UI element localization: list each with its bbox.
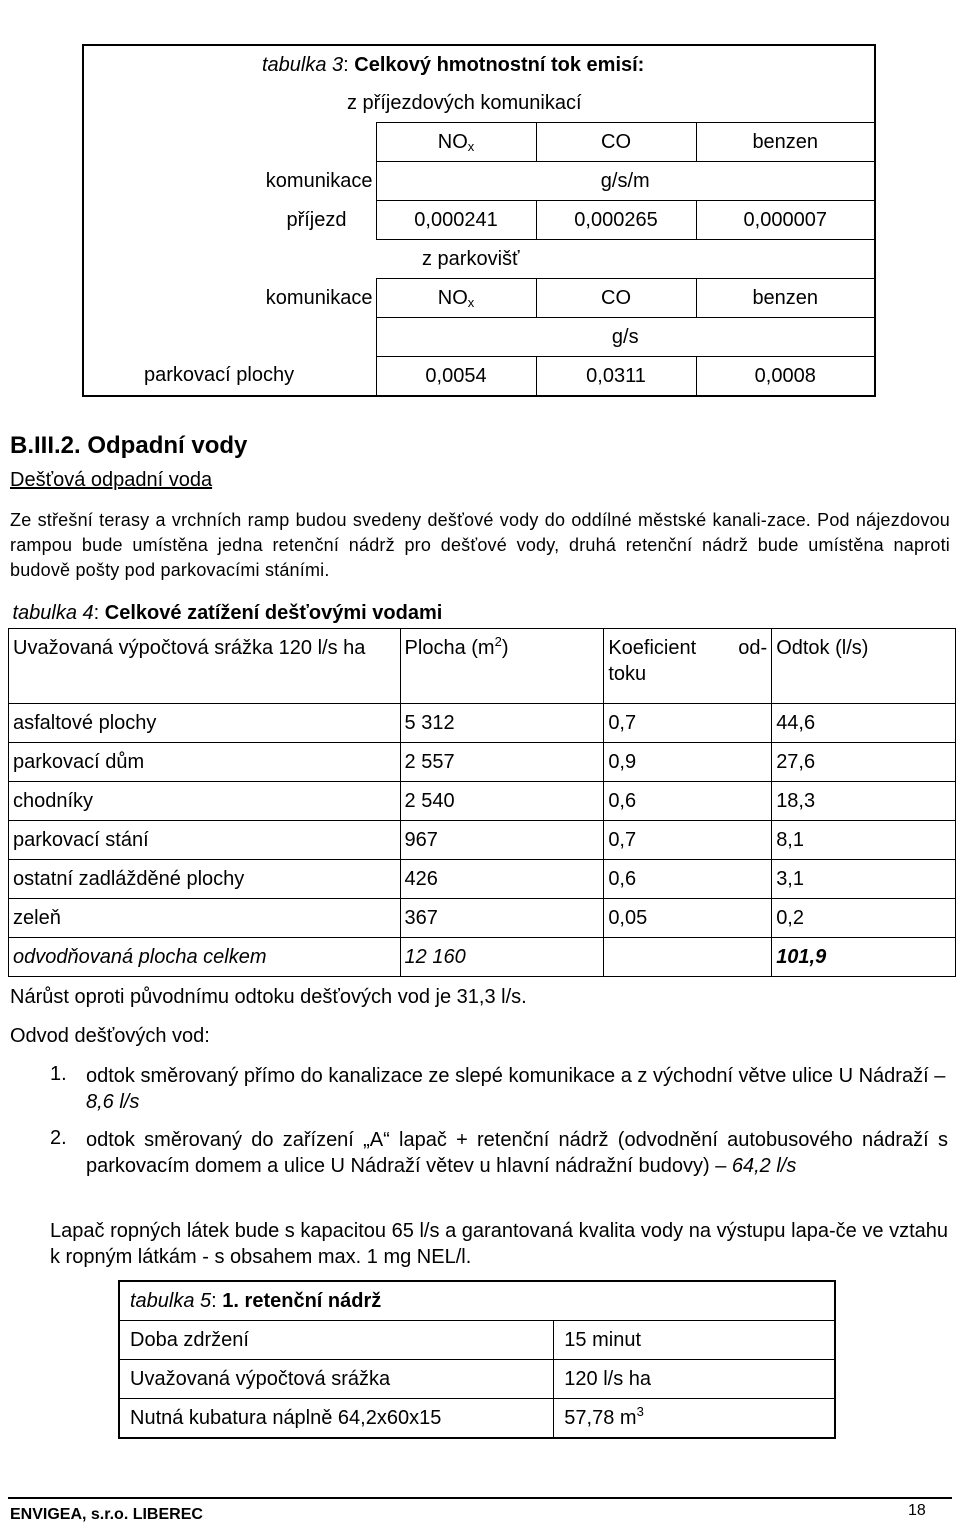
list-item-1-value: 8,6 l/s	[86, 1091, 140, 1113]
row-flow: 8,1	[772, 821, 956, 860]
kubatura-label: Nutná kubatura náplně 64,2x60x15	[119, 1399, 554, 1439]
header-nox: $NO_x$	[376, 123, 536, 162]
total-name: odvodňovaná plocha celkem	[9, 938, 401, 977]
table5-caption-title: 1. retenční nádrž	[222, 1289, 382, 1312]
row-name: parkovací stání	[9, 821, 401, 860]
table-row	[9, 782, 956, 821]
kubatura-value: 57,78 $m^3$	[554, 1399, 835, 1439]
prijezd-co: 0,000265	[536, 201, 696, 240]
row-area: 967	[400, 821, 604, 860]
section-paragraph: Ze střešní terasy a vrchních ramp budou svedeny dešťové vody do oddílné městské kanali-zace. Pod nájezdovou rampou bude umístěna jedna retenční nádrž pro dešťové vody, druhá retenční nádrž bude umístěna naproti budově pošty pod parkovacími stáními.	[10, 510, 950, 580]
table5-caption: tabulka 5: 1. retenční nádrž	[119, 1281, 835, 1321]
list-item-1	[86, 1063, 948, 1115]
section-heading: B.III.2. Odpadní vody	[10, 432, 248, 459]
table-row	[9, 743, 956, 782]
header-benzen-2: benzen	[696, 279, 875, 318]
row-label-parkovaci: parkovací plochy	[144, 364, 295, 387]
header-benzen: benzen	[696, 123, 875, 162]
section-subheading: Dešťová odpadní voda	[10, 469, 213, 491]
row-label-prijezd: příjezd	[286, 208, 347, 231]
table4-caption-title: Celkové zatížení dešťovými vodami	[104, 601, 443, 624]
list-item-2-text: odtok směrovaný do zařízení „A“ lapač + retenční nádrž (odvodnění autobusového nádraží s parkovacím domem a ulice U Nádraží větev u hlavní nádražní budovy) –	[86, 1129, 948, 1177]
row-name: zeleň	[9, 899, 401, 938]
row-flow: 0,2	[772, 899, 956, 938]
doba-label: Doba zdržení	[119, 1321, 554, 1360]
list-item-1-number: 1.	[50, 1063, 67, 1085]
table-row	[9, 704, 956, 743]
header-koeficient: Koeficient od-toku	[604, 629, 772, 704]
table-rainwater	[8, 598, 956, 977]
list-item-2-number: 2.	[50, 1127, 67, 1149]
row-name: ostatní zadlážděné plochy	[9, 860, 401, 899]
footer-company: ENVIGEA, s.r.o. LIBEREC	[10, 1506, 203, 1523]
table-row-total	[9, 938, 956, 977]
row-flow: 18,3	[772, 782, 956, 821]
row-name: chodníky	[9, 782, 401, 821]
row-coef: 0,05	[604, 899, 772, 938]
footer-divider	[8, 1497, 952, 1499]
park-co: 0,0311	[536, 357, 696, 397]
table3-caption-label: tabulka 3	[262, 53, 344, 76]
row-coef: 0,7	[604, 821, 772, 860]
unit-gs: g/s	[376, 318, 875, 357]
table3-section-prijezd: z příjezdových komunikací	[347, 91, 582, 114]
list-item-2	[86, 1127, 948, 1179]
header-co: CO	[536, 123, 696, 162]
row-area: 5 312	[400, 704, 604, 743]
table-row	[9, 821, 956, 860]
header-nox-2: $NO_x$	[376, 279, 536, 318]
header-plocha: Plocha $(m^2)$	[400, 629, 604, 704]
table3-section-parkoviste: z parkovišť	[422, 247, 520, 270]
row-coef: 0,7	[604, 704, 772, 743]
row-flow: 27,6	[772, 743, 956, 782]
row-area: 2 557	[400, 743, 604, 782]
total-area: 12 160	[400, 938, 604, 977]
table4-caption-label: tabulka 4	[12, 601, 94, 624]
prijezd-nox: 0,000241	[376, 201, 536, 240]
row-area: 426	[400, 860, 604, 899]
row-flow: 44,6	[772, 704, 956, 743]
doba-value: 15 minut	[554, 1321, 835, 1360]
park-benzen: 0,0008	[696, 357, 875, 397]
table3-caption-title: Celkový hmotnostní tok emisí:	[354, 53, 645, 76]
footer-page-number: 18	[908, 1502, 926, 1519]
row-label-komunikace: komunikace	[265, 169, 373, 192]
list-item-1-text: odtok směrovaný přímo do kanalizace ze slepé komunikace a z východní větve ulice U Nádraží –	[86, 1065, 946, 1087]
lapac-paragraph: Lapač ropných látek bude s kapacitou 65 l/s a garantovaná kvalita vody na výstupu lapa-če ve vztahu k ropným látkám - s obsahem max. 1 mg NEL/l.	[50, 1220, 948, 1268]
prijezd-benzen: 0,000007	[696, 201, 875, 240]
row-coef: 0,9	[604, 743, 772, 782]
row-flow: 3,1	[772, 860, 956, 899]
row-area: 367	[400, 899, 604, 938]
header-co-2: CO	[536, 279, 696, 318]
list-item-2-value: 64,2 l/s	[731, 1155, 797, 1177]
odvod-heading: Odvod dešťových vod:	[10, 1025, 210, 1047]
table-row	[9, 899, 956, 938]
table5-caption-label: tabulka 5	[130, 1289, 212, 1312]
srazka-value: 120 l/s ha	[554, 1360, 835, 1399]
total-flow: 101,9	[772, 938, 956, 977]
table4-caption: tabulka 4: Celkové zatížení dešťovými vodami	[12, 601, 443, 624]
row-name: parkovací dům	[9, 743, 401, 782]
table3-caption: tabulka 3: Celkový hmotnostní tok emisí:	[262, 53, 645, 76]
increase-text: Nárůst oproti původnímu odtoku dešťových vod je 31,3 l/s.	[10, 986, 527, 1008]
row-coef: 0,6	[604, 860, 772, 899]
row-name: asfaltové plochy	[9, 704, 401, 743]
unit-gsm: g/s/m	[376, 162, 875, 201]
srazka-label: Uvažovaná výpočtová srážka	[119, 1360, 554, 1399]
table-row	[9, 860, 956, 899]
header-srazka: Uvažovaná výpočtová srážka 120 l/s ha	[9, 629, 401, 704]
table-emissions	[82, 44, 876, 397]
park-nox: 0,0054	[376, 357, 536, 397]
header-odtok: Odtok (l/s)	[772, 629, 956, 704]
row-label-komunikace-2: komunikace	[265, 286, 373, 309]
row-coef: 0,6	[604, 782, 772, 821]
table-retention	[118, 1280, 836, 1439]
total-coef-empty	[604, 938, 772, 977]
row-area: 2 540	[400, 782, 604, 821]
